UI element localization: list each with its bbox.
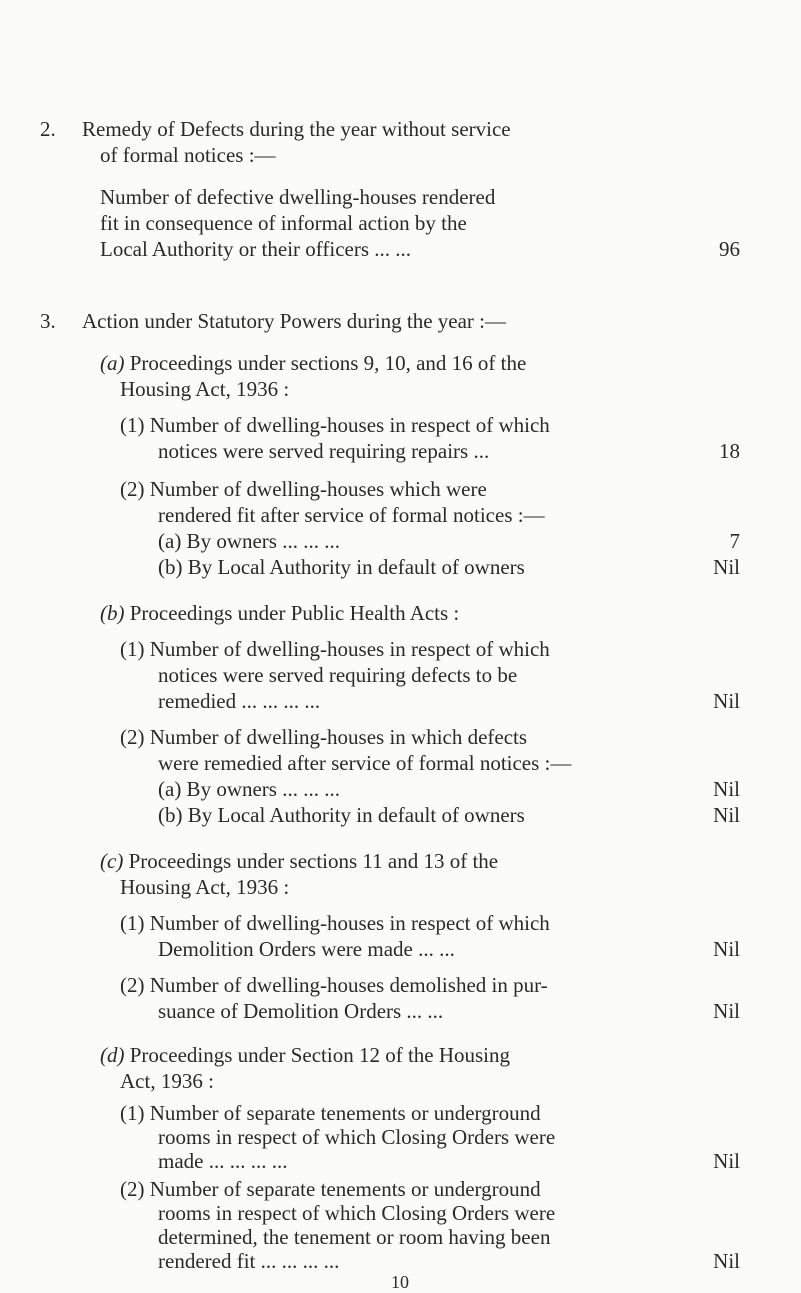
c-item1-line2: Demolition Orders were made ... ... (158, 937, 455, 961)
a-item2b: (b) By Local Authority in default of owners (158, 555, 525, 579)
b-item1-line3: remedied ... ... ... ... (158, 689, 321, 713)
b-item1-line2: notices were served requiring defects to be (158, 663, 518, 687)
subsection-c-heading-text: Proceedings under sections 11 and 13 of the (123, 849, 499, 873)
b-item2a-value: Nil (713, 777, 740, 801)
c-item2-value: Nil (713, 999, 740, 1023)
subsection-c-letter: (c) (100, 849, 124, 873)
c-item2-line2: suance of Demolition Orders ... ... (158, 999, 444, 1023)
subsection-c-heading-line2: Housing Act, 1936 : (120, 875, 290, 899)
c-item2-line1: (2) Number of dwelling-houses demolished in pur- (120, 973, 548, 997)
a-item1-value: 18 (719, 439, 740, 463)
subsection-b-heading (100, 600, 459, 626)
a-item2-line2: rendered fit after service of formal notices :— (158, 503, 545, 527)
a-item2b-value: Nil (713, 555, 740, 579)
subsection-b-heading-text: Proceedings under Public Health Acts : (124, 601, 460, 625)
b-item2-line2: were remedied after service of formal notices :— (158, 751, 572, 775)
section-2-heading-line1: Remedy of Defects during the year without service (82, 117, 511, 141)
a-item2a-value: 7 (729, 529, 740, 553)
d-item2-line4: rendered fit ... ... ... ... (158, 1249, 340, 1273)
b-item2b-value: Nil (713, 803, 740, 827)
a-item2a: (a) By owners ... ... ... (158, 529, 340, 553)
d-item2-line2: rooms in respect of which Closing Orders were (158, 1201, 556, 1225)
c-item1-line1: (1) Number of dwelling-houses in respect of which (120, 911, 550, 935)
a-item1-line2: notices were served requiring repairs ... (158, 439, 490, 463)
subsection-a-letter: (a) (100, 351, 125, 375)
section-2-item-line1: Number of defective dwelling-houses rendered (100, 185, 496, 209)
subsection-d-heading-line2: Act, 1936 : (120, 1069, 214, 1093)
page-number: 10 (391, 1272, 409, 1292)
section-2-item-value: 96 (719, 237, 740, 261)
d-item1-line3: made ... ... ... ... (158, 1149, 288, 1173)
b-item2a: (a) By owners ... ... ... (158, 777, 340, 801)
subsection-c-heading-line1 (100, 848, 498, 874)
b-item2b: (b) By Local Authority in default of owners (158, 803, 525, 827)
section-2-item-line2: fit in consequence of informal action by the (100, 211, 467, 235)
subsection-a-heading-line2: Housing Act, 1936 : (120, 377, 290, 401)
b-item2-line1: (2) Number of dwelling-houses in which defects (120, 725, 528, 749)
b-item1-line1: (1) Number of dwelling-houses in respect of which (120, 637, 550, 661)
subsection-d-letter: (d) (100, 1043, 125, 1067)
section-3-number: 3. (40, 309, 56, 333)
d-item2-line3: determined, the tenement or room having been (158, 1225, 551, 1249)
section-2-number: 2. (40, 117, 56, 141)
subsection-a-heading-text: Proceedings under sections 9, 10, and 16 of the (124, 351, 527, 375)
subsection-d-heading-text: Proceedings under Section 12 of the Housing (124, 1043, 511, 1067)
subsection-d-heading-line1 (100, 1042, 510, 1068)
section-2-heading-line2: of formal notices :— (100, 143, 276, 167)
section-3-heading: Action under Statutory Powers during the year :— (82, 309, 506, 333)
d-item2-line1: (2) Number of separate tenements or underground (120, 1177, 541, 1201)
c-item1-value: Nil (713, 937, 740, 961)
b-item1-value: Nil (713, 689, 740, 713)
d-item1-line2: rooms in respect of which Closing Orders were (158, 1125, 556, 1149)
section-2-item-line3: Local Authority or their officers ... ... (100, 237, 412, 261)
subsection-a-heading-line1 (100, 350, 526, 376)
a-item2-line1: (2) Number of dwelling-houses which were (120, 477, 487, 501)
d-item1-line1: (1) Number of separate tenements or underground (120, 1101, 541, 1125)
d-item1-value: Nil (713, 1149, 740, 1173)
d-item2-value: Nil (713, 1249, 740, 1273)
a-item1-line1: (1) Number of dwelling-houses in respect of which (120, 413, 550, 437)
subsection-b-letter: (b) (100, 601, 125, 625)
